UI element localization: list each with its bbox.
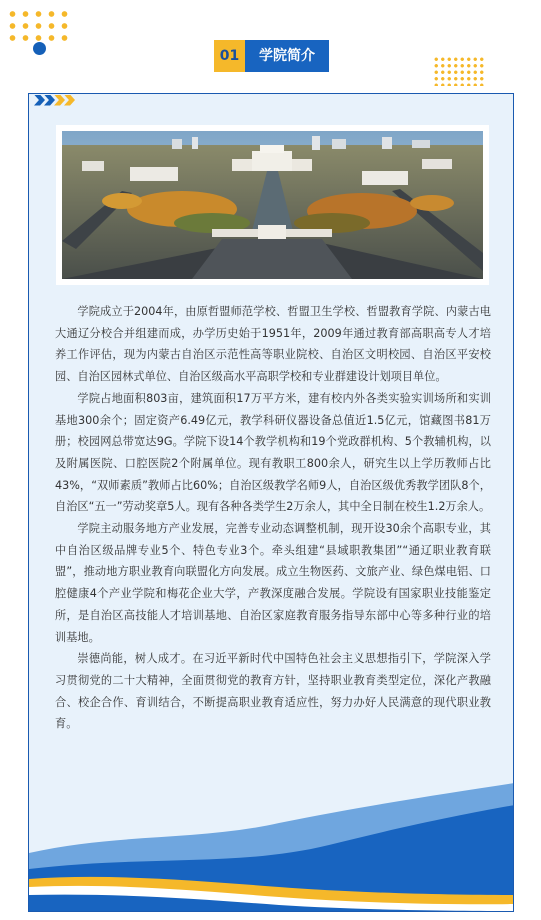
chevron-arrows-icon [34,94,74,106]
paragraph-mission: 崇德尚能，树人成才。在习近平新时代中国特色社会主义思想指引下，学院深入学习贯彻党的二十大精神，全面贯彻党的教育方针，坚持职业教育类型定位，深化产教融合、校企合作、育训结合，不断提高职业教育适应性，努力办好人民满意的现代职业教育。 [55,652,491,731]
decorative-wave-footer [29,783,514,912]
paragraph-facilities: 学院占地面积803亩，建筑面积17万平方米，建有校内外各类实验实训场所和实训基地300余个；固定资产6.49亿元，教学科研仪器设备总值近1.5亿元，馆藏图书81万册；校园网总带宽达9G。学院下设14个教学机构和19个党政群机构、5个教辅机构，以及附属医院、口腔医院2个附属单位。现有教职工800余人，研究生以上学历教师占比43%，“双师素质”教师占比60%；自治区级教学名师9人，自治区级优秀教学团队8个，自治区“五一”劳动奖章5人。现有各种各类学生2万余人，其中全日制在校生1.2万余人。 [55,391,491,514]
section-heading: 学院简介 [245,40,329,72]
paragraph-history: 学院成立于2004年，由原哲盟师范学校、哲盟卫生学校、哲盟教育学院、内蒙古电大通辽分校合并组建而成，办学历史始于1951年，2009年通过教育部高职高专人才培养工作评估，现为内蒙古自治区示范性高等职业院校、自治区文明校园、自治区平安校园、自治区园林式单位、自治区级高水平高职学校和专业群建设计划项目单位。 [55,305,491,384]
decorative-dot-grid-right [433,56,485,86]
section-number: 01 [214,40,245,72]
decorative-blue-dot [33,42,46,55]
content-panel [28,93,514,912]
campus-aerial-photo [62,131,483,279]
section-title [214,40,329,72]
campus-photo-frame [56,125,489,285]
decorative-dot-grid [6,8,72,44]
paragraph-industry: 学院主动服务地方产业发展，完善专业动态调整机制，现开设30余个高职专业，其中自治区级品牌专业5个、特色专业3个。牵头组建“县域职教集团”“通辽职业教育联盟”，推动地方职业教育向联盟化方向发展。成立生物医药、文旅产业、绿色煤电铝、口腔健康4个产业学院和梅花企业大学，产教深度融合发展。学院设有国家职业技能鉴定所，是自治区高技能人才培训基地、自治区家庭教育服务指导东部中心等多种行业的培训基地。 [55,522,491,644]
article-body [55,301,491,735]
